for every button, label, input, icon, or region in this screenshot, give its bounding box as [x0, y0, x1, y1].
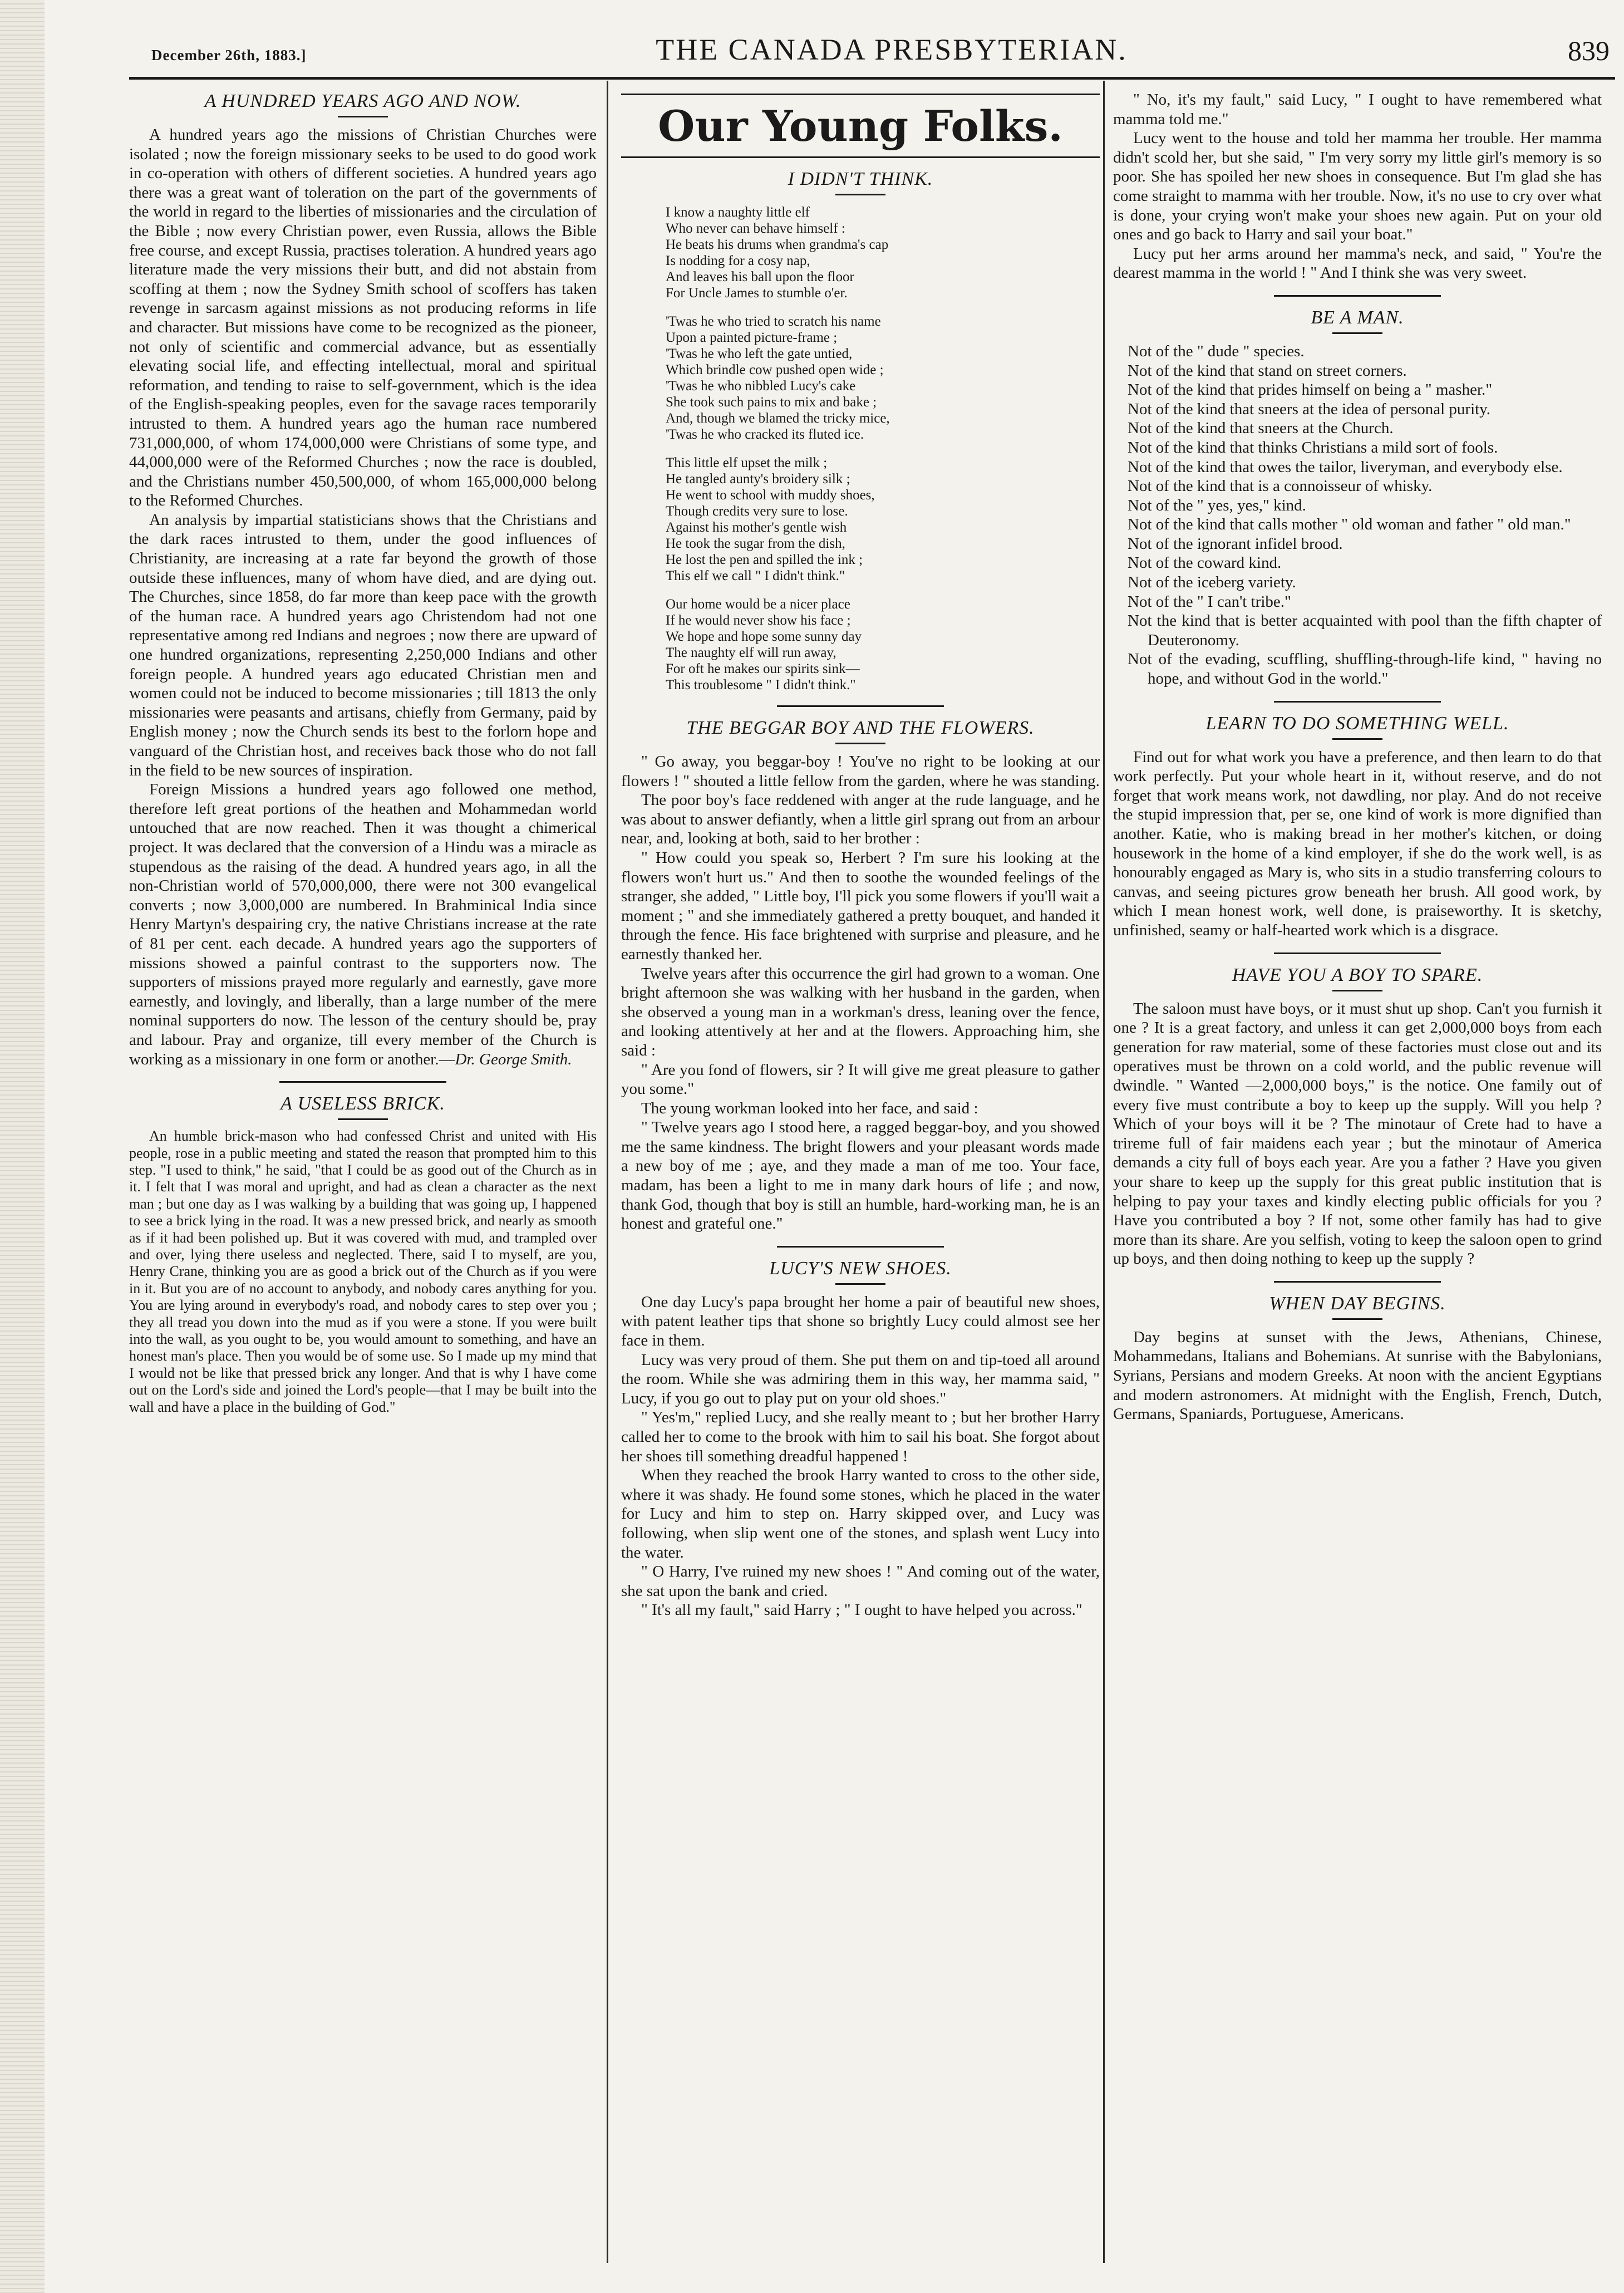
title-rule: [1332, 332, 1382, 334]
masthead-rule: [621, 94, 1100, 95]
poem-line: 'Twas he who tried to scratch his name: [666, 314, 881, 329]
title-rule: [1332, 1318, 1382, 1320]
page-header: [129, 28, 1621, 78]
article-paragraph: An analysis by impartial statisticians shows that the Christians and the dark races intrusted to them, under the good influences of Christianity, are increasing at a rate far beyond the growth of those outside these influences, many of whom have died, and are dying out. The Churches, since 1858, do far more than keep pace with the growth of the human race. A hundred years ago Christendom had not one representative among red Indians and negroes ; now there are upward of one hundred organizations, representing 2,250,000 Indians and other foreign people. A hundred years ago educated Christian men and women could not be induced to become missionaries ; till 1813 the only missionaries were peasants and artisans, chiefly from Germany, paid by English money ; now the Church sends its best to the forlorn hope and vanguard of the Christian host, and receives back those who do not fall in the field to be new sources of inspiration.: [129, 510, 597, 779]
article-paragraph: The saloon must have boys, or it must shut up shop. Can't you furnish it one ? It is a great factory, and unless it can get 2,000,000 boys from each generation for raw material, some of these factories must close out and its operatives must be thrown on a cold world, and the public revenue will dwindle. " Wanted —2,000,000 boys," is the notice. One family out of every five must contribute a boy to keep up the supply. Will you help ? Which of your boys will it be ? The minotaur of Crete had to have a trireme full of fair maidens each year ; but the minotaur of America demands a city full of boys each year. Are you a father ? Have you given your share to keep up the supply for this great public institution that is helping to pay your taxes and kindly electing public officials for you ? Have you contributed a boy ? If not, some other family has had to give more than its share. Are you selfish, voting to keep the saloon open to grind up boys, and then doing nothing to keep up the supply ?: [1113, 999, 1602, 1268]
poem-line: Is nodding for a cosy nap,: [666, 253, 810, 268]
poem-line: He took the sugar from the dish,: [666, 536, 845, 551]
article-paragraph: " It's all my fault," said Harry ; " I ought to have helped you across.": [641, 1601, 1082, 1619]
article-paragraph: A hundred years ago the missions of Christian Churches were isolated ; now the foreign missionary seeks to be used to do good work in co-operation with others of different societies. A hundred years ago there was a great want of toleration on the part of the governments of the world in regard to the liberties of missionaries and the circulation of the Bible ; now every Christian power, even Russia, allows the Bible free course, and except Russia, practises toleration. A hundred years ago literature made the very missions their butt, and did not abstain from scoffing at them ; now the Sydney Smith school of scoffers has taken revenge in sarcasm against missions as not producing reforms in life and character. But missions have come to be recognized as the pioneer, not only of scientific and commercial advance, but as essentially elevating social life, and effecting intellectual, moral and spiritual reformation, and tending to raise to self-government, which is the idea of the English-speaking peoples, even for the savage races temporarily intrusted to them. A hundred years ago the human race numbered 731,000,000, of whom 174,000,000 were Christians of some type, and 44,000,000 were of the Reformed Churches ; now the race is doubled, and the Christians number 450,500,000, of whom 165,000,000 belong to the Reformed Churches.: [129, 126, 597, 510]
article-title: WHEN DAY BEGINS.: [1269, 1293, 1446, 1314]
poem-line: He lost the pen and spilled the ink ;: [666, 552, 863, 567]
list-item: Not of the iceberg variety.: [1128, 573, 1296, 592]
page-number: 839: [1568, 35, 1610, 66]
poem-line: He tangled aunty's broidery silk ;: [666, 472, 850, 487]
list-item: Not of the kind that sneers at the Church.: [1128, 419, 1394, 438]
poem-stanza: [666, 596, 1100, 693]
poem-line: This troublesome " I didn't think.": [666, 677, 856, 693]
list-item: Not of the kind that sneers at the idea of personal purity.: [1128, 400, 1491, 418]
title-rule: [835, 743, 885, 744]
article-paragraph: One day Lucy's papa brought her home a pair of beautiful new shoes, with patent leather tips that shone so brightly Lucy could almost see her face in them.: [621, 1293, 1100, 1350]
poem-stanza: [666, 313, 1100, 443]
poem-line: Our home would be a nicer place: [666, 597, 850, 612]
poem-line: Upon a painted picture-frame ;: [666, 330, 838, 345]
article-paragraph: " No, it's my fault," said Lucy, " I ought to have remembered what mamma told me.": [1113, 91, 1602, 128]
article-paragraph: An humble brick-mason who had confessed Christ and united with His people, rose in a public meeting and stated the reason that prompted him to this step. "I used to think," he said, "that I could be as good out of the Church as in it. I felt that I was moral and upright, and had as clean a character as the next man ; but one day as I was walking by a building that was going up, I happened to see a brick lying in the road. It was a new pressed brick, and nearly as smooth as if it had been polished up. But it was covered with mud, and trampled over and over, lying there useless and neglected. There, said I to myself, are you, Henry Crane, thinking you are as good a brick out of the Church as if you were in it. But you are of no account to anybody, and nobody cares anything for you. You are lying around in everybody's road, and nobody cares to step over you ; they all tread you down into the mud as if you were a stone. If you were built into the wall, as you ought to be, you would amount to something, and have an honest man's place. Then you would be of some use. So I made up my mind that I would not be like that pressed brick any longer. And that is why I have come out on the Lord's side and joined the Lord's people—that I may be built into the wall and have a place in the building of God.": [129, 1128, 597, 1415]
article-paragraph: Lucy went to the house and told her mamma her trouble. Her mamma didn't scold her, but she said, " I'm very sorry my little girl's memory is so poor. She has spoiled her new shoes in consequence. But I'm glad she has come straight to mamma with her trouble. Now, it's no use to cry over what is done, your crying won't make your shoes new again. Put on your old ones and go back to Harry and sail your boat.": [1113, 129, 1602, 244]
title-rule: [835, 1283, 885, 1285]
article-paragraph: The young workman looked into her face, and said :: [641, 1099, 978, 1117]
binding-edge: [0, 0, 45, 2293]
list-item: Not of the " dude " species.: [1128, 342, 1305, 360]
section-rule: [1274, 295, 1441, 297]
poem-line: Which brindle cow pushed open wide ;: [666, 362, 884, 377]
article-paragraph: " Yes'm," replied Lucy, and she really meant to ; but her brother Harry called her to come to the brook with him to sail his boat. She forgot about her shoes till something dreadful happened !: [621, 1408, 1100, 1465]
column-right: [1113, 90, 1602, 2272]
poem-line: And, though we blamed the tricky mice,: [666, 411, 890, 426]
list-item: Not of the " I can't tribe.": [1128, 592, 1291, 611]
column-divider: [607, 81, 608, 2263]
list-item: Not of the ignorant infidel brood.: [1128, 534, 1343, 553]
poem-stanza: [666, 455, 1100, 584]
poem-line: Though credits very sure to lose.: [666, 504, 848, 519]
article-paragraph: Find out for what work you have a preference, and then learn to do that work perfectly. Put your whole heart in it, without reserve, and do not forget that work means work, not dawdling, nor play. And do not receive the stupid impression that, per se, one kind of work is more dignified than another. Katie, who is making bread in her mother's kitchen, or doing housework in the home of a kind employer, if she do the work well, is as honourably engaged as Mary is, who sits in a studio transferring colours to canvas, and seeing pictures grow beneath her brush. All good work, by which I mean honest work, well done, is praiseworthy. It is sketchy, unfinished, seamy or half-hearted work which is a disgrace.: [1113, 748, 1602, 939]
poem-line: For oft he makes our spirits sink—: [666, 661, 860, 676]
section-rule: [777, 1246, 944, 1248]
masthead-rule: [621, 156, 1100, 158]
title-rule: [338, 116, 388, 117]
poem-line: This elf we call " I didn't think.": [666, 568, 845, 583]
poem-line: We hope and hope some sunny day: [666, 629, 862, 644]
column-middle: [621, 90, 1100, 2272]
list-item: Not of the kind that thinks Christians a mild sort of fools.: [1128, 438, 1498, 456]
article-title: HAVE YOU A BOY TO SPARE.: [1232, 964, 1483, 985]
list-item: Not of the evading, scuffling, shuffling-through-life kind, " having no hope, and without God in the world.": [1128, 650, 1602, 688]
list-item: Not of the kind that stand on street corners.: [1128, 361, 1407, 380]
article-paragraph: Lucy was very proud of them. She put them on and tip-toed all around the room. While she was admiring them in this way, her mamma said, " Lucy, if you go out to play put on your old shoes.": [621, 1351, 1100, 1407]
section-rule: [1274, 701, 1441, 703]
article-paragraph: The poor boy's face reddened with anger at the rude language, and he was about to answer defiantly, when a little girl sprang out from an arbour near, and, looking at both, said to her brother :: [621, 791, 1100, 848]
article-paragraph: " Twelve years ago I stood here, a ragged beggar-boy, and you showed me the same kindness. The bright flowers and your pleasant words made a new boy of me ; aye, and they made a man of me too. Your face, madam, has been a light to me in many dark hours of life ; and now, thank God, though that boy is still an humble, hard-working man, he is an honest and grateful one.": [621, 1118, 1100, 1233]
article-title: A HUNDRED YEARS AGO AND NOW.: [204, 91, 521, 111]
title-rule: [338, 1118, 388, 1120]
section-rule: [1274, 1281, 1441, 1283]
article-paragraph: When they reached the brook Harry wanted to cross to the other side, where it was shady. He found some stones, which he placed in the water for Lucy and him to step on. Harry skipped over, and Lucy was following, when slip went one of the stones, and splash went Lucy into the water.: [621, 1466, 1100, 1562]
list-item: Not of the kind that is a connoisseur of whisky.: [1128, 477, 1433, 495]
article-title: LEARN TO DO SOMETHING WELL.: [1205, 713, 1509, 734]
poem-line: If he would never show his face ;: [666, 613, 851, 628]
poem-stanza: [666, 204, 1100, 301]
article-title: A USELESS BRICK.: [280, 1093, 445, 1114]
article-title: LUCY'S NEW SHOES.: [769, 1258, 952, 1279]
header-rule: [129, 77, 1615, 80]
article-paragraph: " O Harry, I've ruined my new shoes ! " And coming out of the water, she sat upon the bank and cried.: [621, 1563, 1100, 1600]
section-rule: [777, 705, 944, 707]
poem-title: I DIDN'T THINK.: [788, 169, 933, 189]
poem-line: And leaves his ball upon the floor: [666, 269, 854, 284]
poem-line: This little elf upset the milk ;: [666, 455, 828, 470]
article-paragraph: [129, 780, 597, 1069]
article-paragraph: Day begins at sunset with the Jews, Athenians, Chinese, Mohammedans, Italians and Bohemians. At sunrise with the Babylonians, Syrians, Persians and modern Greeks. At noon with the ancient Egyptians and modern astronomers. At midnight with the English, French, Dutch, Germans, Spaniards, Portuguese, Americans.: [1113, 1328, 1602, 1423]
poem-line: Against his mother's gentle wish: [666, 520, 847, 535]
article-signature: Dr. George Smith.: [455, 1050, 572, 1068]
header-date: December 26th, 1883.]: [151, 47, 307, 63]
section-rule: [1274, 952, 1441, 954]
section-masthead: Our Young Folks.: [658, 101, 1063, 151]
list-item: Not of the kind that calls mother " old woman and father " old man.": [1128, 515, 1571, 534]
article-paragraph: Lucy put her arms around her mamma's neck, and said, " You're the dearest mamma in the world ! " And I think she was very sweet.: [1113, 244, 1602, 282]
poem-line: For Uncle James to stumble o'er.: [666, 286, 848, 301]
list-item: Not of the coward kind.: [1128, 554, 1282, 572]
column-left: [129, 90, 597, 2272]
poem-line: 'Twas he who nibbled Lucy's cake: [666, 379, 856, 394]
poem-line: He went to school with muddy shoes,: [666, 488, 875, 503]
poem-line: The naughty elf will run away,: [666, 645, 836, 660]
newspaper-title: THE CANADA PRESBYTERIAN.: [656, 33, 1128, 66]
poem-line: I know a naughty little elf: [666, 205, 810, 220]
poem-line: 'Twas he who cracked its fluted ice.: [666, 427, 864, 442]
poem-line: He beats his drums when grandma's cap: [666, 237, 889, 252]
article-paragraph: " Are you fond of flowers, sir ? It will give me great pleasure to gather you some.": [621, 1060, 1100, 1098]
article-paragraph: " Go away, you beggar-boy ! You've no right to be looking at our flowers ! " shouted a little fellow from the garden, where he was standing.: [621, 753, 1100, 790]
title-rule: [835, 194, 885, 195]
list-item: Not the kind that is better acquainted with pool than the fifth chapter of Deuteronomy.: [1128, 612, 1602, 649]
poem-line: Who never can behave himself :: [666, 221, 845, 236]
article-paragraph: " How could you speak so, Herbert ? I'm sure his looking at the flowers won't hurt us." And then to soothe the wounded feelings of the stranger, she added, " Little boy, I'll pick you some flowers if you'll wait a moment ; " and she immediately gathered a pretty bouquet, and handed it through the fence. His face brightened with surprise and pleasure, and he earnestly thanked her.: [621, 848, 1100, 963]
column-divider: [1103, 81, 1105, 2263]
section-rule: [279, 1081, 446, 1083]
article-title: THE BEGGAR BOY AND THE FLOWERS.: [686, 718, 1035, 738]
article-title: BE A MAN.: [1311, 307, 1404, 328]
list-item: Not of the " yes, yes," kind.: [1128, 496, 1306, 514]
title-rule: [1332, 990, 1382, 991]
article-paragraph: Twelve years after this occurrence the girl had grown to a woman. One bright afternoon she was walking with her husband in the garden, when she observed a young man in a workman's dress, leaning over the fence, and looking attentively at her and at the flowers. Approaching him, she said :: [621, 964, 1100, 1059]
title-rule: [1332, 738, 1382, 740]
poem-line: 'Twas he who left the gate untied,: [666, 346, 853, 361]
poem: [666, 204, 1100, 693]
paragraph-text: Foreign Missions a hundred years ago followed one method, therefore left great portions of the heathen and Mohammedan world untouched that are now reached. Then it was thought a chimerical project. It was declared that the conversion of a Hindu was a miracle as stupendous as the raising of the dead. A hundred years ago, in all the non-Christian world of 570,000,000, there were not 300 evangelical converts ; now 3,000,000 are numbered. In Brahminical India since Henry Martyn's despairing cry, the native Christians increase at the rate of 81 per cent. each decade. A hundred years ago the supporters of missions showed a painful contrast to the supporters now. The supporters of missions prayed more regularly and earnestly, gave more earnestly, and lovingly, and liberally, than a large number of the mere nominal supporters do now. The lesson of the century should be, pray and labour. Pray and organize, till every member of the Church is working as a missionary in one form or another.—: [129, 780, 597, 1068]
list-item: Not of the kind that owes the tailor, liveryman, and everybody else.: [1128, 458, 1563, 476]
poem-line: She took such pains to mix and bake ;: [666, 395, 877, 410]
list-item: Not of the kind that prides himself on being a " masher.": [1128, 381, 1493, 399]
